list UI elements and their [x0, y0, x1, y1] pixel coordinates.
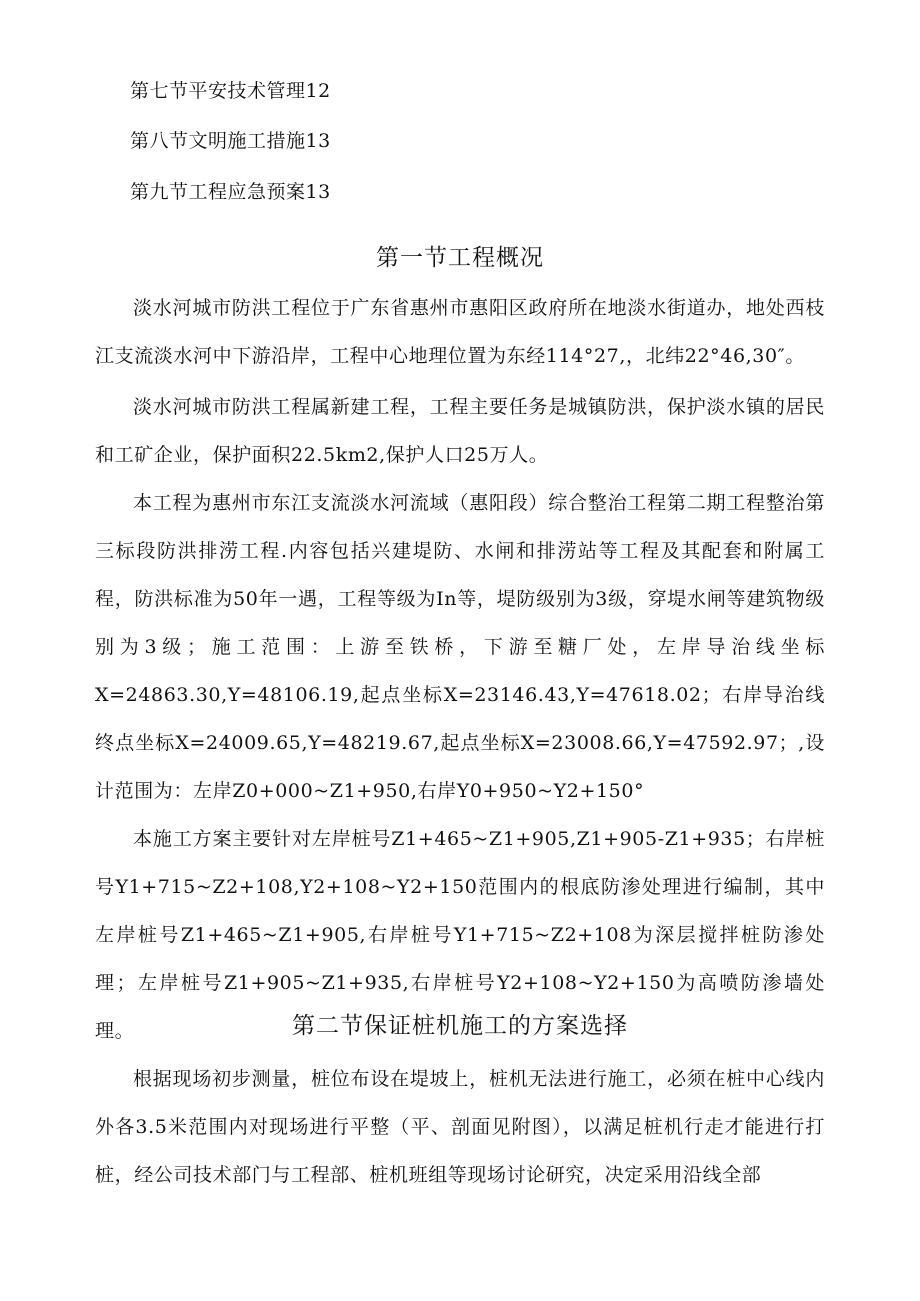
toc-item: 第八节文明施工措施13 [130, 130, 331, 152]
paragraph: 淡水河城市防洪工程位于广东省惠州市惠阳区政府所在地淡水街道办，地处西枝江支流淡水河中下游沿岸，工程中心地理位置为东经114°27,，北纬22°46,30″。 [95, 297, 825, 367]
paragraph: 淡水河城市防洪工程属新建工程，工程主要任务是城镇防洪，保护淡水镇的居民和工矿企业，保护面积22.5km2,保护人口25万人。 [95, 396, 825, 466]
toc-item: 第九节工程应急预案13 [130, 181, 331, 203]
paragraph: 根据现场初步测量，桩位布设在堤坡上，桩机无法进行施工，必须在桩中心线内外各3.5米范围内对现场进行平整（平、剖面见附图），以满足桩机行走才能进行打桩，经公司技术部门与工程部、桩机班组等现场讨论研究，决定采用沿线全部 [95, 1068, 825, 1186]
section-title: 第二节保证桩机施工的方案选择 [292, 1013, 628, 1039]
paragraph: 本工程为惠州市东江支流淡水河流域（惠阳段）综合整治工程第二期工程整治第三标段防洪排涝工程.内容包括兴建堤防、水闸和排涝站等工程及其配套和附属工程，防洪标准为50年一遇，工程等级为In等，堤防级别为3级，穿堤水闸等建筑物级别为3级；施工范围：上游至铁桥，下游至糖厂处，左岸导治线坐标X=24863.30,Y=48106.19,起点坐标X=23146.43,Y=47618.02；右岸导治线终点坐标X=24009.65,Y=48219.67,起点坐标X=23008.66,Y=47592.97；,设计范围为：左岸Z0+000~Z1+950,右岸Y0+950~Y2+150° [95, 492, 825, 802]
section-title: 第一节工程概况 [376, 245, 544, 271]
paragraph: 本施工方案主要针对左岸桩号Z1+465~Z1+905,Z1+905-Z1+935；右岸桩号Y1+715~Z2+108,Y2+108~Y2+150范围内的根底防渗处理进行编制，其中左岸桩号Z1+465~Z1+905,右岸桩号Y1+715~Z2+108为深层搅拌桩防渗处理；左岸桩号Z1+905~Z1+935,右岸桩号Y2+108~Y2+150为高喷防渗墙处理。 [95, 828, 825, 1042]
toc-item: 第七节平安技术管理12 [130, 80, 331, 102]
